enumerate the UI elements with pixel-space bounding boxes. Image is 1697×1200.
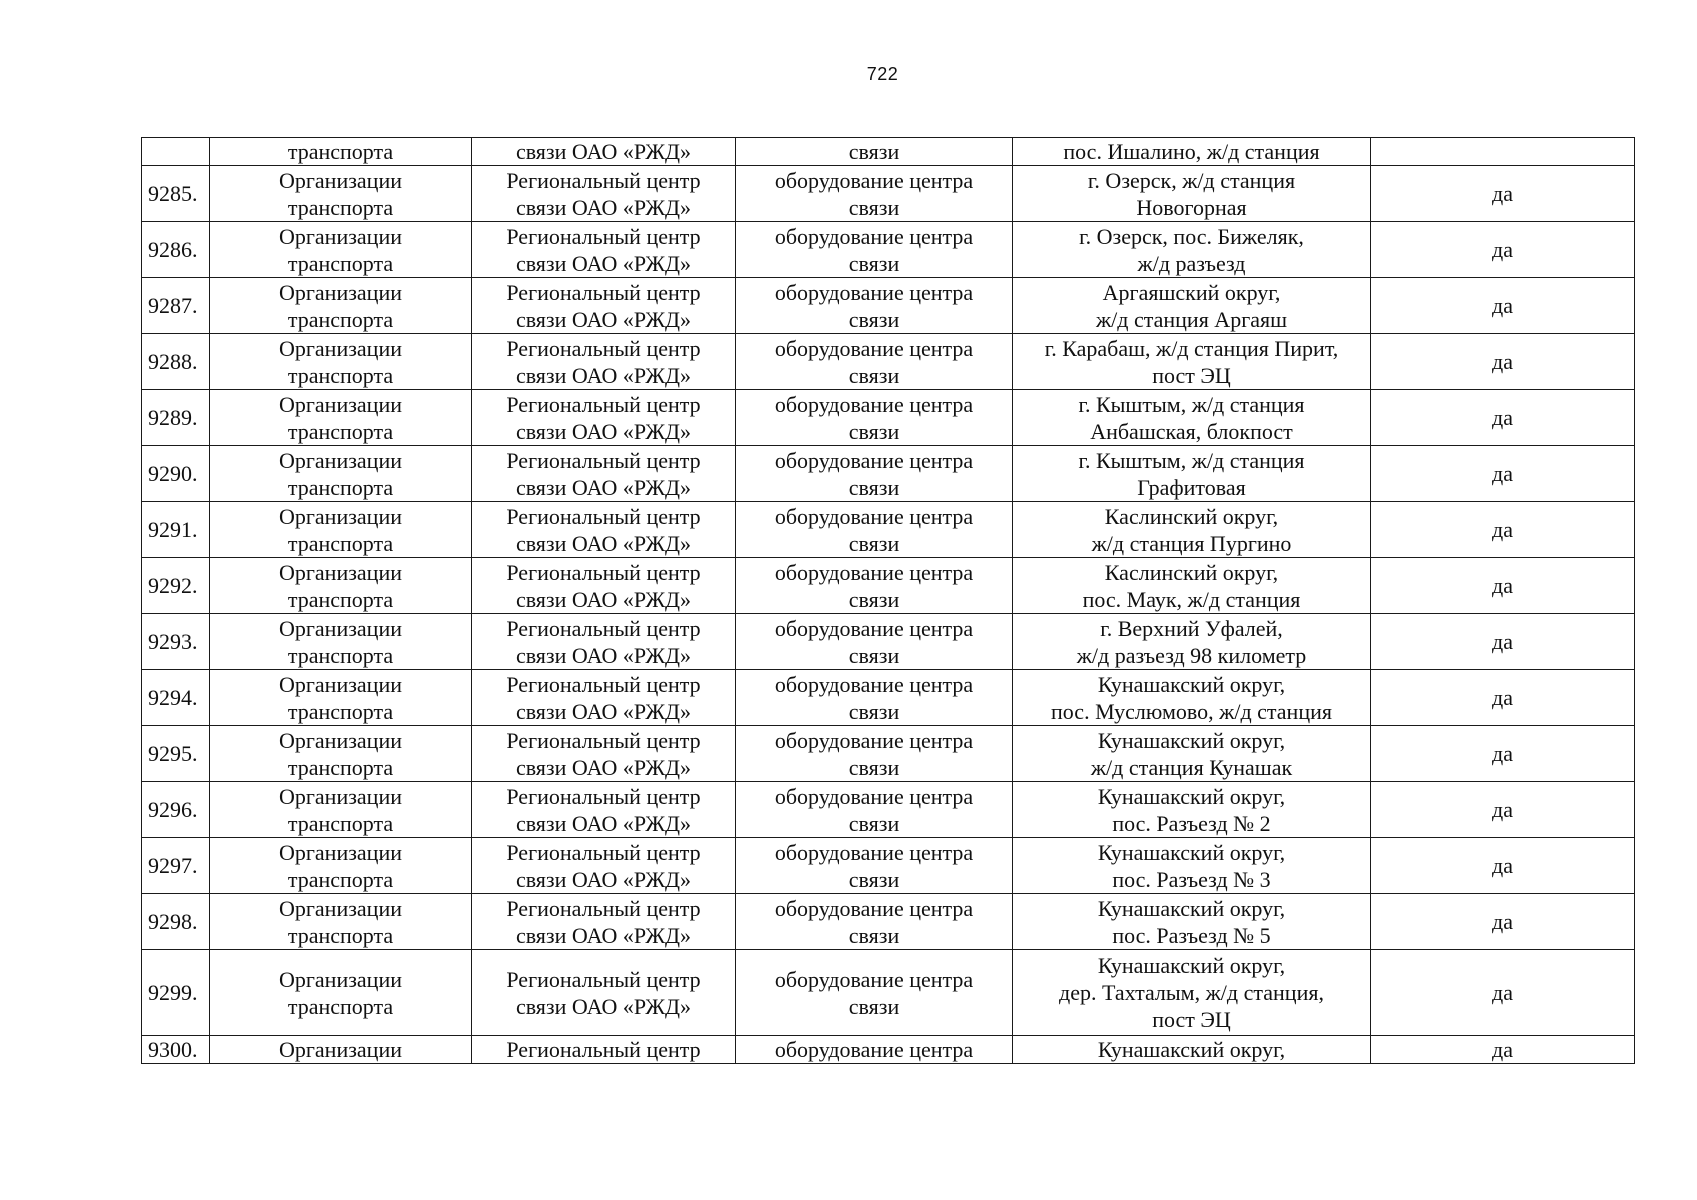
organization-cell xyxy=(472,558,736,614)
category-line: транспорта xyxy=(287,698,394,724)
object-cell xyxy=(736,950,1013,1036)
address-cell xyxy=(1013,502,1371,558)
object-line: оборудование центра xyxy=(774,447,974,473)
address-line: пост ЭЦ xyxy=(1152,362,1231,388)
object-line: оборудование центра xyxy=(774,279,974,305)
organization-cell xyxy=(472,614,736,670)
flag-cell: да xyxy=(1371,1036,1635,1064)
category-cell xyxy=(210,838,472,894)
category-line: транспорта xyxy=(287,418,394,444)
object-cell xyxy=(736,782,1013,838)
registry-table xyxy=(141,137,1635,1064)
flag-cell: да xyxy=(1371,446,1635,502)
table-row xyxy=(142,838,1635,894)
organization-cell xyxy=(472,950,736,1036)
category-line: транспорта xyxy=(287,993,394,1019)
category-line: Организации xyxy=(279,391,402,417)
address-line: Кунашакский округ, xyxy=(1097,953,1286,978)
category-line: Организации xyxy=(279,727,402,753)
object-cell xyxy=(736,334,1013,390)
organization-line: связи ОАО «РЖД» xyxy=(515,993,692,1019)
row-number-cell: 9296. xyxy=(142,782,210,838)
address-line: г. Верхний Уфалей, xyxy=(1100,615,1283,641)
organization-line: связи ОАО «РЖД» xyxy=(515,754,692,780)
object-cell xyxy=(736,614,1013,670)
category-line: транспорта xyxy=(287,642,394,668)
address-line: пост ЭЦ xyxy=(1152,1007,1231,1032)
category-line: Организации xyxy=(279,559,402,585)
organization-line: Региональный центр xyxy=(506,727,701,753)
flag-cell: да xyxy=(1371,390,1635,446)
table-row xyxy=(142,782,1635,838)
object-cell: связи xyxy=(736,138,1013,166)
address-cell xyxy=(1013,838,1371,894)
organization-line: Региональный центр xyxy=(506,503,701,529)
table-row xyxy=(142,334,1635,390)
category-cell xyxy=(210,166,472,222)
address-line: Кунашакский округ, xyxy=(1097,839,1286,865)
organization-line: Региональный центр xyxy=(506,783,701,809)
address-line: Анбашская, блокпост xyxy=(1090,418,1293,444)
address-line: дер. Тахталым, ж/д станция, xyxy=(1059,980,1324,1005)
object-line: оборудование центра xyxy=(774,671,974,697)
flag-cell: да xyxy=(1371,950,1635,1036)
object-line: оборудование центра xyxy=(774,966,974,992)
row-number-cell: 9288. xyxy=(142,334,210,390)
row-number-cell: 9292. xyxy=(142,558,210,614)
address-line: г. Озерск, пос. Бижеляк, xyxy=(1079,223,1304,249)
object-line: связи xyxy=(848,194,900,220)
organization-line: Региональный центр xyxy=(506,391,701,417)
object-line: оборудование центра xyxy=(774,503,974,529)
category-line: Организации xyxy=(279,671,402,697)
category-line: Организации xyxy=(279,966,402,992)
address-line: ж/д станция Кунашак xyxy=(1090,754,1293,780)
address-line: пос. Разъезд № 2 xyxy=(1112,810,1271,836)
category-line: Организации xyxy=(279,335,402,361)
category-line: транспорта xyxy=(287,250,394,276)
organization-line: Региональный центр xyxy=(506,335,701,361)
category-cell xyxy=(210,390,472,446)
object-line: оборудование центра xyxy=(774,895,974,921)
row-number-cell: 9295. xyxy=(142,726,210,782)
object-line: связи xyxy=(848,754,900,780)
table-row xyxy=(142,502,1635,558)
address-cell xyxy=(1013,950,1371,1036)
organization-line: связи ОАО «РЖД» xyxy=(515,362,692,388)
organization-cell xyxy=(472,446,736,502)
table-row xyxy=(142,950,1635,1036)
address-line: Каслинский округ, xyxy=(1104,503,1279,529)
organization-cell xyxy=(472,782,736,838)
category-line: Организации xyxy=(279,279,402,305)
table-row xyxy=(142,446,1635,502)
address-cell xyxy=(1013,390,1371,446)
category-line: Организации xyxy=(279,1037,402,1062)
category-cell xyxy=(210,334,472,390)
category-line: транспорта xyxy=(287,586,394,612)
category-cell xyxy=(210,1036,472,1064)
object-line: связи xyxy=(848,474,900,500)
organization-line: Региональный центр xyxy=(506,223,701,249)
object-line: связи xyxy=(848,810,900,836)
address-line: Кунашакский округ, xyxy=(1097,671,1286,697)
object-line: связи xyxy=(848,530,900,556)
category-cell xyxy=(210,278,472,334)
object-cell xyxy=(736,558,1013,614)
address-cell xyxy=(1013,614,1371,670)
category-line: транспорта xyxy=(287,530,394,556)
object-cell xyxy=(736,670,1013,726)
row-number-cell: 9300. xyxy=(142,1036,210,1064)
category-line: Организации xyxy=(279,895,402,921)
table-row xyxy=(142,278,1635,334)
object-line: оборудование центра xyxy=(774,727,974,753)
organization-cell xyxy=(472,166,736,222)
flag-cell: да xyxy=(1371,614,1635,670)
organization-line: связи ОАО «РЖД» xyxy=(515,866,692,892)
organization-line: связи ОАО «РЖД» xyxy=(515,474,692,500)
table-row xyxy=(142,390,1635,446)
object-line: связи xyxy=(848,362,900,388)
address-line: ж/д станция Пургино xyxy=(1091,530,1292,556)
flag-cell: да xyxy=(1371,894,1635,950)
flag-cell: да xyxy=(1371,502,1635,558)
object-line: связи xyxy=(848,418,900,444)
category-line: транспорта xyxy=(287,474,394,500)
address-line: Новогорная xyxy=(1136,194,1247,220)
address-line: пос. Муслюмово, ж/д станция xyxy=(1050,698,1332,724)
category-cell xyxy=(210,502,472,558)
address-line: г. Кыштым, ж/д станция xyxy=(1078,447,1305,473)
organization-line: Региональный центр xyxy=(506,615,701,641)
address-cell xyxy=(1013,558,1371,614)
object-line: оборудование центра xyxy=(774,559,974,585)
row-number-cell: 9297. xyxy=(142,838,210,894)
organization-cell xyxy=(472,838,736,894)
object-cell xyxy=(736,726,1013,782)
row-number-cell: 9286. xyxy=(142,222,210,278)
category-line: Организации xyxy=(279,167,402,193)
object-line: связи xyxy=(848,642,900,668)
category-cell: транспорта xyxy=(210,138,472,166)
object-cell xyxy=(736,502,1013,558)
flag-cell: да xyxy=(1371,670,1635,726)
flag-cell: да xyxy=(1371,166,1635,222)
address-cell xyxy=(1013,894,1371,950)
address-line: пос. Разъезд № 5 xyxy=(1112,922,1271,948)
row-number-cell: 9287. xyxy=(142,278,210,334)
row-number-cell: 9290. xyxy=(142,446,210,502)
category-cell xyxy=(210,782,472,838)
organization-cell xyxy=(472,334,736,390)
organization-cell xyxy=(472,278,736,334)
category-cell xyxy=(210,222,472,278)
category-cell xyxy=(210,894,472,950)
table-row xyxy=(142,614,1635,670)
category-line: транспорта xyxy=(287,810,394,836)
organization-cell: связи ОАО «РЖД» xyxy=(472,138,736,166)
address-line: г. Кыштым, ж/д станция xyxy=(1078,391,1305,417)
object-line: оборудование центра xyxy=(774,335,974,361)
category-cell xyxy=(210,614,472,670)
category-cell xyxy=(210,670,472,726)
object-line: связи xyxy=(848,250,900,276)
flag-cell: да xyxy=(1371,222,1635,278)
object-cell xyxy=(736,446,1013,502)
organization-line: Региональный центр xyxy=(506,671,701,697)
organization-line: связи ОАО «РЖД» xyxy=(515,810,692,836)
category-line: Организации xyxy=(279,839,402,865)
address-cell xyxy=(1013,166,1371,222)
flag-cell: да xyxy=(1371,782,1635,838)
organization-line: Региональный центр xyxy=(506,167,701,193)
category-line: транспорта xyxy=(287,194,394,220)
page-number: 722 xyxy=(866,64,899,84)
row-number-cell xyxy=(142,138,210,166)
table-row xyxy=(142,670,1635,726)
object-line: связи xyxy=(848,306,900,332)
address-line: Кунашакский округ, xyxy=(1097,1037,1286,1062)
organization-line: связи ОАО «РЖД» xyxy=(515,698,692,724)
table-row xyxy=(142,1036,1635,1064)
organization-line: Региональный центр xyxy=(506,279,701,305)
address-cell: пос. Ишалино, ж/д станция xyxy=(1013,138,1371,166)
object-line: оборудование центра xyxy=(774,615,974,641)
category-cell xyxy=(210,950,472,1036)
category-line: транспорта xyxy=(287,362,394,388)
flag-cell: да xyxy=(1371,558,1635,614)
address-cell xyxy=(1013,726,1371,782)
category-line: транспорта xyxy=(287,754,394,780)
address-line: Аргаяшский округ, xyxy=(1102,279,1281,305)
organization-cell xyxy=(472,502,736,558)
category-line: Организации xyxy=(279,615,402,641)
table-row-continuation xyxy=(142,138,1635,166)
organization-line: Региональный центр xyxy=(506,966,701,992)
address-line: Кунашакский округ, xyxy=(1097,727,1286,753)
object-line: связи xyxy=(848,922,900,948)
address-line: г. Карабаш, ж/д станция Пирит, xyxy=(1044,335,1339,361)
address-cell xyxy=(1013,782,1371,838)
table-row xyxy=(142,166,1635,222)
organization-cell xyxy=(472,670,736,726)
object-line: оборудование центра xyxy=(774,783,974,809)
address-line: ж/д разъезд 98 километр xyxy=(1076,642,1307,668)
flag-cell: да xyxy=(1371,278,1635,334)
object-line: связи xyxy=(848,993,900,1019)
row-number-cell: 9291. xyxy=(142,502,210,558)
table-row xyxy=(142,558,1635,614)
address-cell xyxy=(1013,1036,1371,1064)
flag-cell: да xyxy=(1371,838,1635,894)
address-cell xyxy=(1013,222,1371,278)
object-line: оборудование центра xyxy=(774,391,974,417)
organization-line: связи ОАО «РЖД» xyxy=(515,418,692,444)
category-line: Организации xyxy=(279,223,402,249)
category-cell xyxy=(210,446,472,502)
category-line: транспорта xyxy=(287,922,394,948)
category-line: Организации xyxy=(279,447,402,473)
object-cell xyxy=(736,838,1013,894)
category-line: транспорта xyxy=(287,866,394,892)
table-row xyxy=(142,726,1635,782)
organization-cell xyxy=(472,894,736,950)
organization-cell xyxy=(472,222,736,278)
organization-cell xyxy=(472,726,736,782)
organization-line: Региональный центр xyxy=(506,447,701,473)
organization-cell xyxy=(472,390,736,446)
row-number-cell: 9285. xyxy=(142,166,210,222)
object-cell xyxy=(736,278,1013,334)
organization-line: связи ОАО «РЖД» xyxy=(515,194,692,220)
category-line: Организации xyxy=(279,783,402,809)
row-number-cell: 9299. xyxy=(142,950,210,1036)
category-line: Организации xyxy=(279,503,402,529)
organization-line: связи ОАО «РЖД» xyxy=(515,530,692,556)
object-line: оборудование центра xyxy=(774,1037,974,1062)
object-cell xyxy=(736,222,1013,278)
organization-line: Региональный центр xyxy=(506,895,701,921)
object-cell xyxy=(736,1036,1013,1064)
address-line: г. Озерск, ж/д станция xyxy=(1087,167,1296,193)
object-line: оборудование центра xyxy=(774,167,974,193)
row-number-cell: 9293. xyxy=(142,614,210,670)
address-line: ж/д станция Аргаяш xyxy=(1095,306,1288,332)
table-row xyxy=(142,894,1635,950)
object-cell xyxy=(736,390,1013,446)
organization-line: связи ОАО «РЖД» xyxy=(515,642,692,668)
organization-line: связи ОАО «РЖД» xyxy=(515,586,692,612)
address-cell xyxy=(1013,278,1371,334)
address-line: Кунашакский округ, xyxy=(1097,783,1286,809)
address-cell xyxy=(1013,446,1371,502)
table-body xyxy=(142,138,1635,1064)
address-line: пос. Разъезд № 3 xyxy=(1112,866,1271,892)
category-cell xyxy=(210,726,472,782)
address-line: Графитовая xyxy=(1137,474,1246,500)
address-cell xyxy=(1013,670,1371,726)
organization-line: связи ОАО «РЖД» xyxy=(515,250,692,276)
flag-cell: да xyxy=(1371,726,1635,782)
row-number-cell: 9289. xyxy=(142,390,210,446)
category-cell xyxy=(210,558,472,614)
table-row xyxy=(142,222,1635,278)
address-line: Кунашакский округ, xyxy=(1097,895,1286,921)
flag-cell xyxy=(1371,138,1635,166)
organization-line: связи ОАО «РЖД» xyxy=(515,306,692,332)
object-line: связи xyxy=(848,866,900,892)
object-line: оборудование центра xyxy=(774,839,974,865)
organization-line: Региональный центр xyxy=(506,1037,701,1062)
flag-cell: да xyxy=(1371,334,1635,390)
address-line: ж/д разъезд xyxy=(1137,250,1246,276)
object-line: связи xyxy=(848,586,900,612)
address-line: пос. Маук, ж/д станция xyxy=(1082,586,1301,612)
organization-cell xyxy=(472,1036,736,1064)
object-line: оборудование центра xyxy=(774,223,974,249)
organization-line: связи ОАО «РЖД» xyxy=(515,922,692,948)
address-cell xyxy=(1013,334,1371,390)
category-line: транспорта xyxy=(287,306,394,332)
object-cell xyxy=(736,166,1013,222)
object-line: связи xyxy=(848,698,900,724)
object-cell xyxy=(736,894,1013,950)
organization-line: Региональный центр xyxy=(506,559,701,585)
address-line: Каслинский округ, xyxy=(1104,559,1279,585)
row-number-cell: 9298. xyxy=(142,894,210,950)
organization-line: Региональный центр xyxy=(506,839,701,865)
row-number-cell: 9294. xyxy=(142,670,210,726)
